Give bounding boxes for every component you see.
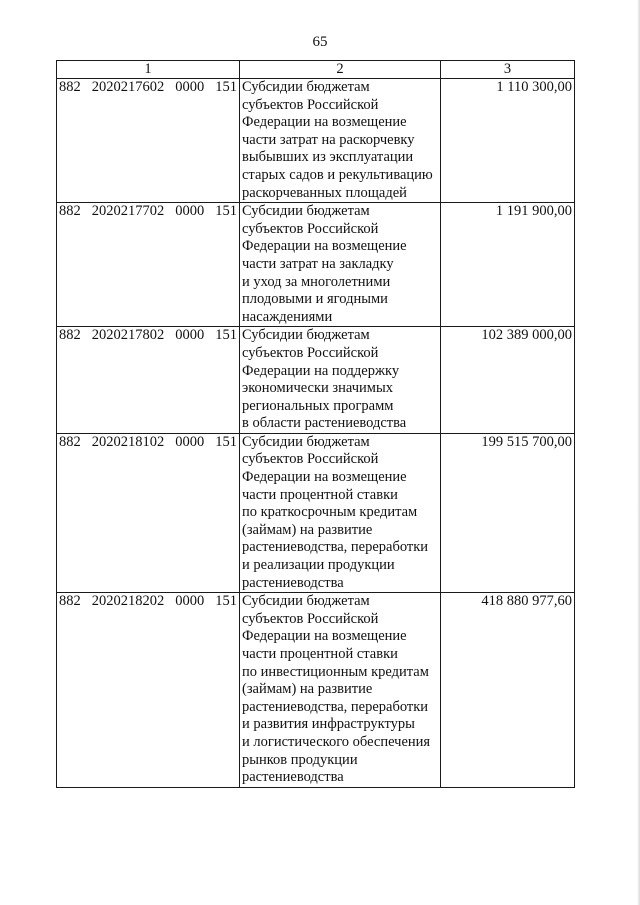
classification-code (59, 203, 237, 221)
kosgu-code: 151 (215, 593, 237, 610)
classification-code (59, 327, 237, 345)
income-name-line: по краткосрочным кредитам (242, 504, 418, 521)
income-name-line: субъектов Российской (242, 451, 379, 468)
income-name-line: насаждениями (242, 308, 333, 325)
income-name-line: Федерации на возмещение (242, 114, 407, 131)
program-subcode: 0000 (175, 593, 205, 610)
program-subcode: 0000 (175, 79, 205, 95)
income-code: 2020217802 (91, 327, 165, 344)
income-name-line: экономически значимых (242, 380, 393, 397)
income-code: 2020217702 (91, 203, 165, 220)
income-name-line: субъектов Российской (242, 610, 379, 627)
income-name-line: Субсидии бюджетам (242, 433, 370, 450)
income-name-line: части процентной ставки (242, 646, 398, 662)
income-name-cell (240, 433, 441, 592)
budget-table-body (57, 61, 575, 788)
income-name-cell (240, 203, 441, 327)
table-row (57, 203, 575, 327)
income-name-line: растениеводства (242, 574, 344, 591)
amount-cell: 102 389 000,00 (441, 327, 575, 434)
budget-table (56, 60, 575, 788)
income-name-line: растениеводства (242, 769, 344, 786)
income-name-line: субъектов Российской (242, 220, 379, 237)
kosgu-code: 151 (215, 327, 237, 344)
admin-code: 882 (59, 593, 81, 610)
table-row (57, 433, 575, 592)
income-name-line: старых садов и рекультивацию (242, 166, 433, 183)
income-name-line: рынков продукции (242, 751, 358, 768)
amount-cell: 1 191 900,00 (441, 203, 575, 327)
table-row (57, 327, 575, 434)
admin-code: 882 (59, 203, 81, 220)
income-name-line: Субсидии бюджетам (242, 203, 370, 220)
admin-code: 882 (59, 433, 81, 450)
program-subcode: 0000 (175, 433, 205, 450)
kosgu-code: 151 (215, 433, 237, 450)
income-name-line: субъектов Российской (242, 344, 379, 361)
income-code: 2020218102 (91, 433, 165, 450)
amount-cell: 418 880 977,60 (441, 593, 575, 788)
income-name-line: растениеводства, переработки (242, 539, 429, 556)
income-name-line: части затрат на раскорчевку (242, 131, 415, 148)
income-name-line: выбывших из эксплуатации (242, 149, 414, 166)
table-row (57, 593, 575, 788)
column-number-3: 3 (441, 61, 575, 79)
classification-code (59, 79, 237, 97)
admin-code: 882 (59, 79, 81, 95)
income-name-cell (240, 593, 441, 788)
income-name-line: в области растениеводства (242, 415, 407, 432)
income-name-line: и уход за многолетними (242, 273, 391, 290)
classification-code-cell (57, 593, 240, 788)
income-name-line: Федерации на возмещение (242, 628, 407, 645)
income-name-line: Субсидии бюджетам (242, 593, 370, 610)
income-name-line: Федерации на возмещение (242, 469, 407, 486)
income-name-line: раскорчеванных площадей (242, 184, 407, 201)
classification-code-cell (57, 433, 240, 592)
classification-code-cell (57, 327, 240, 434)
classification-code-cell (57, 203, 240, 327)
classification-code-cell (57, 79, 240, 203)
kosgu-code: 151 (215, 203, 237, 220)
income-name-line: по инвестиционным кредитам (242, 663, 429, 680)
classification-code (59, 434, 237, 452)
income-name-line: Субсидии бюджетам (242, 327, 370, 344)
income-name-line: части затрат на закладку (242, 255, 394, 272)
program-subcode: 0000 (175, 327, 205, 344)
amount-cell: 199 515 700,00 (441, 433, 575, 592)
column-number-2: 2 (240, 61, 441, 79)
income-name-line: Федерации на поддержку (242, 362, 400, 379)
income-name-cell (240, 79, 441, 203)
income-name-line: части процентной ставки (242, 486, 398, 503)
column-number-row (57, 61, 575, 79)
page-number: 65 (312, 34, 328, 50)
income-name-line: региональных программ (242, 397, 394, 414)
income-name-line: субъектов Российской (242, 96, 379, 113)
income-name-line: (займам) на развитие (242, 681, 373, 698)
amount-cell: 1 110 300,00 (441, 79, 575, 203)
income-name-line: и логистического обеспечения (242, 733, 431, 750)
column-number-1: 1 (57, 61, 240, 79)
income-code: 2020217602 (91, 79, 165, 95)
income-code: 2020218202 (91, 593, 165, 610)
kosgu-code: 151 (215, 79, 237, 95)
classification-code (59, 593, 237, 611)
income-name-cell (240, 327, 441, 434)
admin-code: 882 (59, 327, 81, 344)
income-name-line: Федерации на возмещение (242, 238, 407, 255)
income-name-line: и реализации продукции (242, 557, 395, 574)
income-name-line: Субсидии бюджетам (242, 79, 370, 95)
income-name-line: (займам) на развитие (242, 521, 373, 538)
income-name-line: плодовыми и ягодными (242, 291, 388, 308)
income-name-line: и развития инфраструктуры (242, 716, 415, 733)
program-subcode: 0000 (175, 203, 205, 220)
table-row (57, 79, 575, 203)
income-name-line: растениеводства, переработки (242, 698, 429, 715)
